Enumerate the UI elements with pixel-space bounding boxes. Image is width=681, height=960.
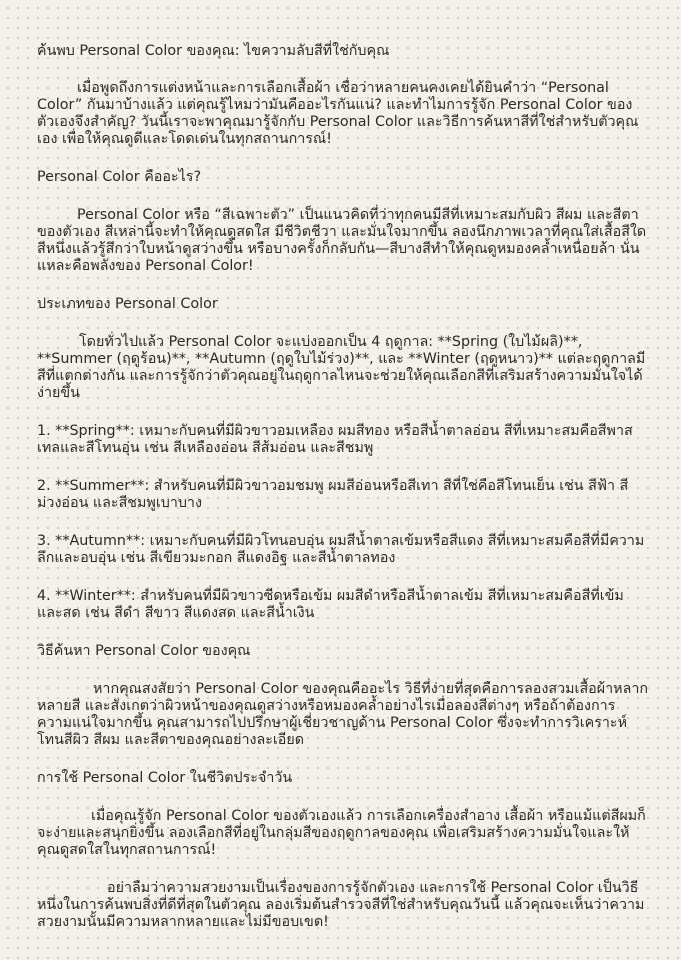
types-intro-paragraph: โดยทั่วไปแล้ว Personal Color จะแบ่งออกเป็น 4 ฤดูกาล: **Spring (ใบไม้ผลิ)**, **Summer (ฤดูร้อน)**, **Autumn (ฤดูใบไม้ร่วง)**, และ **Winter (ฤดูหนาว)** แต่ละฤดูกาลมีสีที่แตกต่างกัน และการรู้จักว่าตัวคุณอยู่ในฤดูกาลไหนจะช่วยให้คุณเลือกสีที่เสริมสร้างความมั่นใจได้ง่ายขึ้น [37,334,646,401]
section-heading-how-to-find: วิธีค้นหา Personal Color ของคุณ [37,643,251,659]
intro-paragraph: เมื่อพูดถึงการแต่งหน้าและการเลือกเสื้อผ้า เชื่อว่าหลายคนคงเคยได้ยินคำว่า “Personal Color” กันมาบ้างแล้ว แต่คุณรู้ไหมว่ามันคืออะไรกันแน่? และทำไมการรู้จัก Personal Color ของตัวเองจึงสำคัญ? วันนี้เราจะพาคุณมารู้จักกับ Personal Color และวิธีการค้นหาสีที่ใช่สำหรับตัวคุณเอง เพื่อให้คุณดูดีและโดดเด่นในทุกสถานการณ์! [37,80,639,147]
daily-use-paragraph: เมื่อคุณรู้จัก Personal Color ของตัวเองแล้ว การเลือกเครื่องสำอาง เสื้อผ้า หรือแม้แต่สีผมก็จะง่ายและสนุกยิ่งขึ้น ลองเลือกสีที่อยู่ในกลุ่มสีของฤดูกาลของคุณ เพื่อเสริมสร้างความมั่นใจและให้คุณดูสดใสในทุกสถานการณ์! [37,808,646,858]
section-heading-what-is: Personal Color คืออะไร? [37,169,202,185]
season-winter-item: 4. **Winter**: สำหรับคนที่มีผิวขาวซีดหรือเข้ม ผมสีดำหรือสีน้ำตาลเข้ม สีที่เหมาะสมคือสีที่เข้มและสด เช่น สีดำ สีขาว สีแดงสด และสีน้ำเงิน [37,588,624,621]
closing-paragraph: อย่าลืมว่าความสวยงามเป็นเรื่องของการรู้จักตัวเอง และการใช้ Personal Color เป็นวิธีหนึ่งในการค้นพบสิ่งที่ดีที่สุดในตัวคุณ ลองเริ่มต้นสำรวจสีที่ใช่สำหรับคุณวันนี้ แล้วคุณจะเห็นว่าความสวยงามนั้นมีความหลากหลายและไม่มีขอบเขต! [37,880,645,930]
what-is-paragraph: Personal Color หรือ “สีเฉพาะตัว” เป็นแนวคิดที่ว่าทุกคนมีสีที่เหมาะสมกับผิว สีผม และสีตาของตัวเอง สีเหล่านี้จะทำให้คุณดูสดใส มีชีวิตชีวา และมั่นใจมากขึ้น ลองนึกภาพเวลาที่คุณใส่เสื้อสีใดสีหนึ่งแล้วรู้สึกว่าใบหน้าดูสว่างขึ้น หรือบางครั้งก็กลับกัน—สีบางสีทำให้คุณดูหมองคล้ำเหนื่อยล้า นั่นแหละคือพลังของ Personal Color! [37,207,647,274]
season-summer-item: 2. **Summer**: สำหรับคนที่มีผิวขาวอมชมพู ผมสีอ่อนหรือสีเทา สีที่ใช่คือสีโทนเย็น เช่น สีฟ้า สีม่วงอ่อน และสีชมพูเบาบาง [37,478,629,511]
section-heading-daily-use: การใช้ Personal Color ในชีวิตประจำวัน [37,770,293,786]
section-heading-types: ประเภทของ Personal Color [37,296,218,312]
article [37,43,649,931]
season-spring-item: 1. **Spring**: เหมาะกับคนที่มีผิวขาวอมเหลือง ผมสีทอง หรือสีน้ำตาลอ่อน สีที่เหมาะสมคือสีพาสเทลและสีโทนอุ่น เช่น สีเหลืองอ่อน สีส้มอ่อน และสีชมพู [37,423,633,456]
article-title: ค้นพบ Personal Color ของคุณ: ไขความลับสีที่ใช่กับคุณ [37,43,390,59]
season-autumn-item: 3. **Autumn**: เหมาะกับคนที่มีผิวโทนอบอุ่น ผมสีน้ำตาลเข้มหรือสีแดง สีที่เหมาะสมคือสีที่มีความลึกและอบอุ่น เช่น สีเขียวมะกอก สีแดงอิฐ และสีน้ำตาลทอง [37,533,645,566]
how-to-find-paragraph: หากคุณสงสัยว่า Personal Color ของคุณคืออะไร วิธีที่ง่ายที่สุดคือการลองสวมเสื้อผ้าหลากหลายสี และสังเกตว่าผิวหน้าของคุณดูสว่างหรือหมองคล้ำอย่างไรเมื่อลองสีต่างๆ หรือถ้าต้องการความแน่ใจมากขึ้น คุณสามารถไปปรึกษาผู้เชี่ยวชาญด้าน Personal Color ซึ่งจะทำการวิเคราะห์โทนสีผิว สีผม และสีตาของคุณอย่างละเอียด [37,681,649,748]
